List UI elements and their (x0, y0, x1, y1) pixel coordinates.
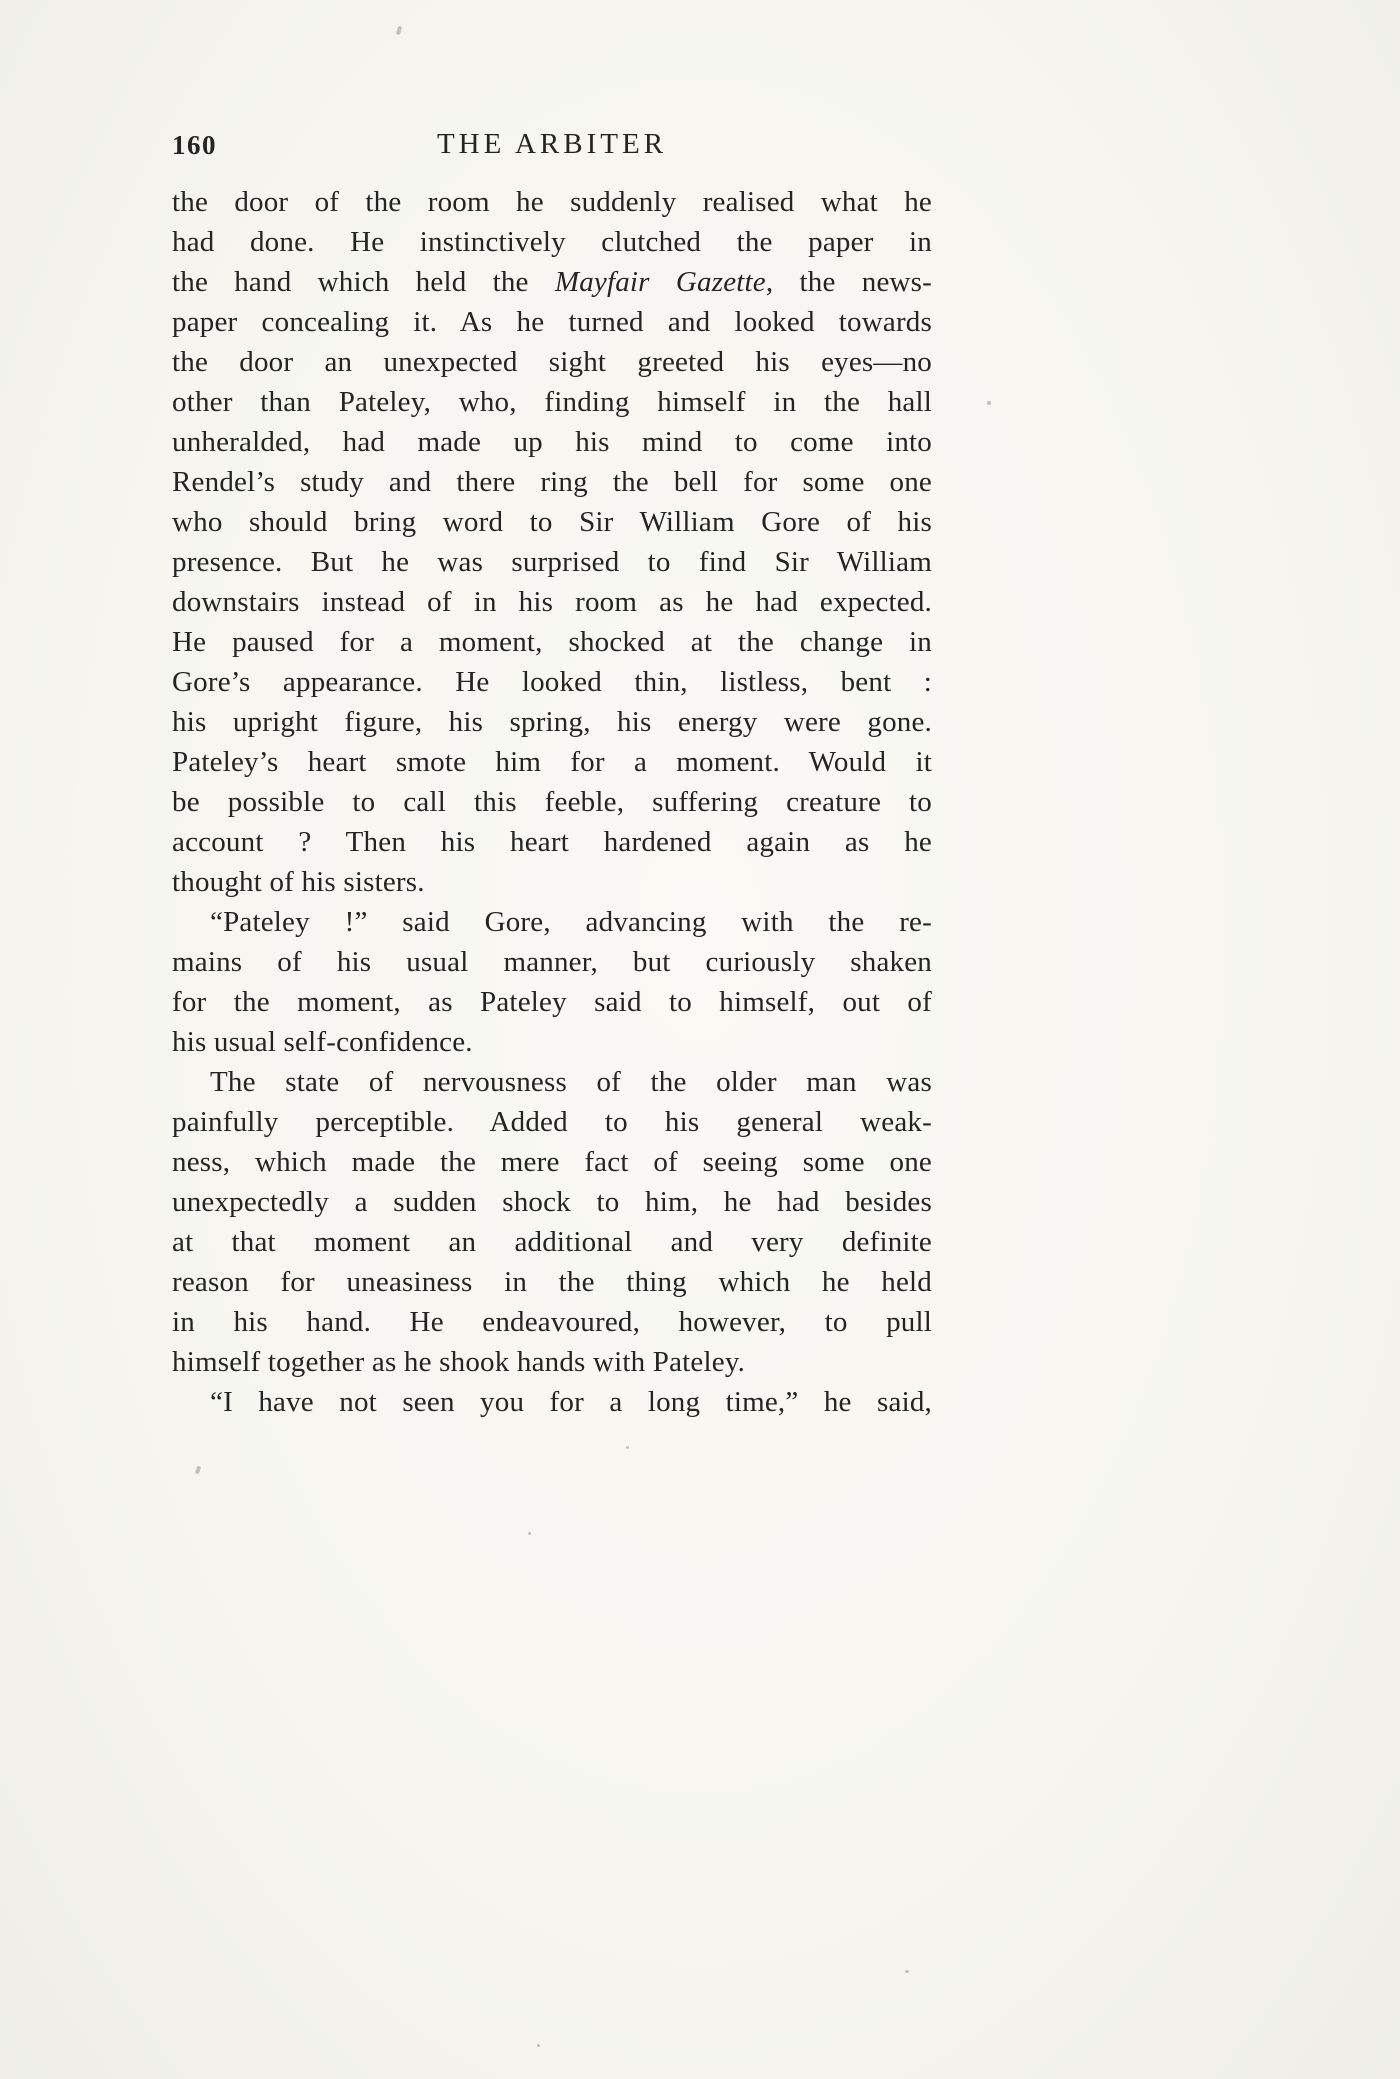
text-line: downstairs instead of in his room as he had expected. (172, 586, 932, 618)
text-line: his upright figure, his spring, his energy were gone. (172, 706, 932, 738)
text-line: his usual self-confidence. (172, 1026, 473, 1058)
text-line: ness, which made the mere fact of seeing some one (172, 1146, 932, 1178)
scan-speck (396, 26, 403, 36)
text-line: the hand which held the Mayfair Gazette, the news- (172, 266, 932, 298)
body-text (172, 182, 932, 1422)
text-line: Gore’s appearance. He looked thin, listless, bent : (172, 666, 932, 698)
text-line: “I have not seen you for a long time,” he said, (210, 1386, 932, 1418)
text-line: paper concealing it. As he turned and looked towards (172, 306, 932, 338)
italic-text: Mayfair Gazette (554, 266, 766, 298)
scan-speck (905, 1970, 909, 1973)
text-line: account ? Then his heart hardened again as he (172, 826, 932, 858)
text-line: He paused for a moment, shocked at the change in (172, 626, 932, 658)
text-line: “Pateley !” said Gore, advancing with the re- (210, 906, 932, 938)
text-line: painfully perceptible. Added to his general weak- (172, 1106, 932, 1138)
text-line: The state of nervousness of the older man was (210, 1066, 932, 1098)
scan-speck (195, 1466, 201, 1475)
text-line: had done. He instinctively clutched the paper in (172, 226, 932, 258)
text-line: in his hand. He endeavoured, however, to pull (172, 1306, 932, 1338)
text-line: other than Pateley, who, finding himself in the hall (172, 386, 932, 418)
text-line: thought of his sisters. (172, 866, 425, 898)
text-line: Rendel’s study and there ring the bell for some one (172, 466, 932, 498)
text-line: presence. But he was surprised to find Sir William (172, 546, 932, 578)
text-line: mains of his usual manner, but curiously shaken (172, 946, 932, 978)
scan-speck (987, 401, 991, 405)
text-line: be possible to call this feeble, suffering creature to (172, 786, 932, 818)
text-line: the door an unexpected sight greeted his eyes—no (172, 346, 932, 378)
text-line: Pateley’s heart smote him for a moment. Would it (172, 746, 932, 778)
page-number: 160 (172, 130, 217, 160)
scan-speck (528, 1532, 531, 1535)
text-line: for the moment, as Pateley said to himself, out of (172, 986, 932, 1018)
text-line: reason for uneasiness in the thing which he held (172, 1266, 932, 1298)
text-line: unexpectedly a sudden shock to him, he had besides (172, 1186, 932, 1218)
running-title: THE ARBITER (436, 128, 668, 160)
text-line: himself together as he shook hands with Pateley. (172, 1346, 746, 1378)
page-header (172, 128, 932, 170)
text-line: the door of the room he suddenly realised what he (172, 186, 932, 218)
text-line: at that moment an additional and very definite (172, 1226, 932, 1258)
text-line: who should bring word to Sir William Gore of his (172, 506, 932, 538)
text-line: unheralded, had made up his mind to come into (172, 426, 932, 458)
scan-speck (626, 1446, 629, 1449)
scan-speck (537, 2044, 540, 2047)
